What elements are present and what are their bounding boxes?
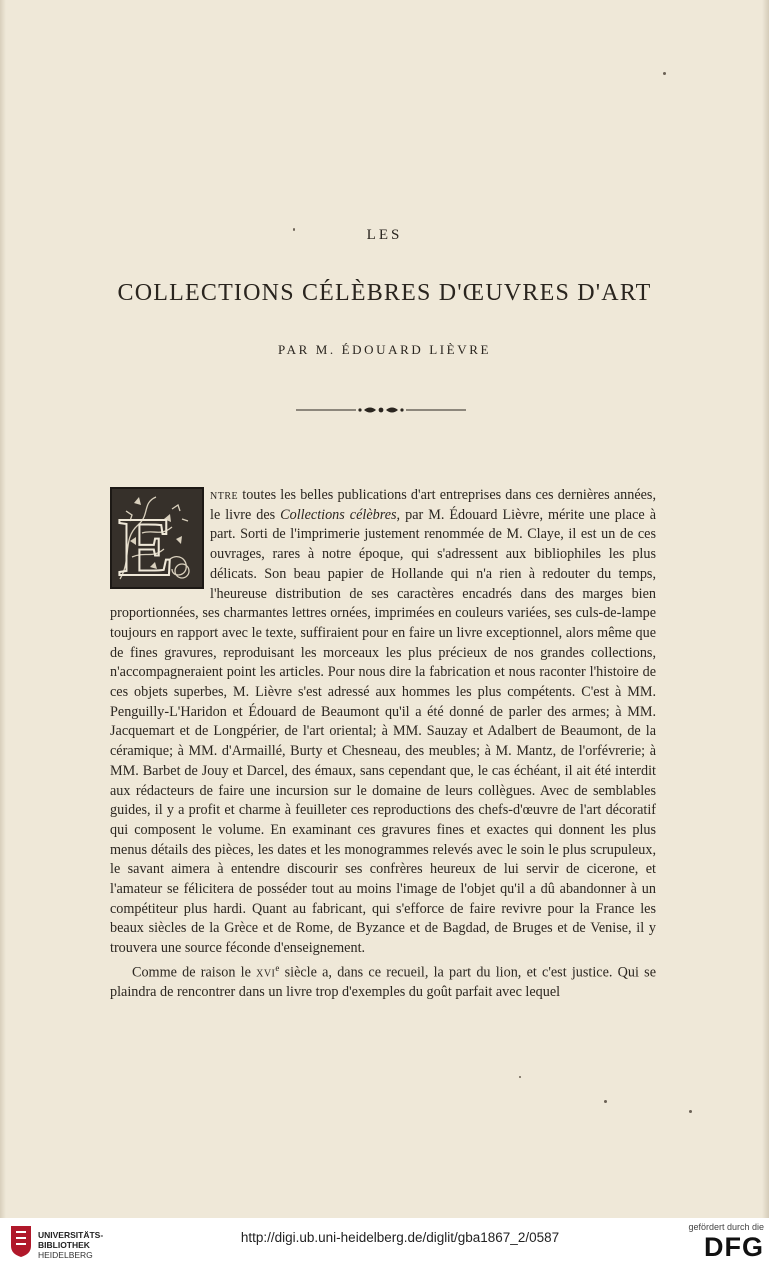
library-logo[interactable]: UNIVERSITÄTS- BIBLIOTHEK HEIDELBERG — [8, 1222, 113, 1266]
paper-speck — [604, 1100, 607, 1103]
article-title: COLLECTIONS CÉLÈBRES D'ŒUVRES D'ART — [117, 280, 652, 306]
paragraph-1: ntre toutes les belles publications d'art entreprises dans ces dernières années, le livre des Collections célèbres, par M. Édouard Lièvre, mérite une place à part. Sorti de l'imprimerie justement renommée de M. Claye, il est un de ces ouvrages, rares à notre époque, qui s'adressent aux bibliophiles les plus délicats. Son beau papier de Hollande qui n'a rien à redouter du temps, l'heureuse distribution de ses caractères encadrés dans des marges bien proportionnées, ses charmantes lettres ornées, imprimées en couleurs variées, ses culs-de-lampe toujours en rapport avec le texte, suffiraient pour en faire un livre exceptionnel, alors même que de fines gravures, reproduisant les morceaux les plus précieux de nos grandes collections, n'accompagneraient point les articles. Pour nous dire la fabrication et nous raconter l'histoire de ces objets superbes, M. Lièvre s'est adressé aux hommes les plus compétents. C'est à MM. Penguilly-L'Haridon et Édouard de Beaumont qu'il a été donné de parler des armes; à MM. Jacquemart et de Longpérier, de l'art oriental; à MM. Sauzay et Adalbert de Beaumont, de la céramique; à MM. d'Armaillé, Burty et Chesneau, des meubles; à M. Mantz, de l'orfévrerie; à MM. Barbet de Jouy et Darcel, des émaux, sans cependant que, le cas échéant, il ait été interdit aux rédacteurs de faire une incursion sur le domaine de leurs collègues. Avec de semblables guides, il y a profit et charme à feuilleter ces reproductions des chefs-d'œuvre de l'art décoratif qui composent le volume. En examinant ces gravures fines et exactes qui donnent les plus menus détails des pièces, les dates et les monogrammes relevés avec le soin le plus scrupuleux, le savant aimera à entendre discourir ses confrères heureux de lui servir de cicerone, et l'amateur se félicitera de posséder tout au moins l'image de l'objet qu'il a dû abandonner à un compétiteur plus hardi. Quant au fabricant, qui s'efforce de faire revivre pour la France les beaux siècles de la Grèce et de Rome, de Byzance et de Bagdad, de Bruges et de Venise, il y trouvera une source féconde d'enseignement. — [110, 487, 656, 957]
ornamental-rule — [296, 403, 466, 417]
book-title-italic: Collections célèbres, — [280, 506, 401, 523]
paper-speck — [519, 1076, 521, 1078]
paper-speck — [293, 228, 295, 231]
library-seal-icon — [8, 1224, 34, 1258]
pre-title: LES — [366, 227, 403, 243]
dfg-logo[interactable] — [664, 1222, 764, 1268]
paragraph-2: Comme de raison le xvi$^e$ siècle a, dans ce recueil, la part du lion, et c'est justice. Qui se plaindra de rencontrer dans un livre trop d'exemples du goût parfait avec lequel — [110, 962, 656, 1001]
paper-speck — [663, 72, 666, 75]
lead-small-caps: ntre — [210, 487, 239, 503]
funder-name: DFG — [704, 1232, 764, 1262]
drop-cap-letter: E — [118, 501, 175, 587]
article-body — [110, 486, 656, 1003]
byline: PAR M. ÉDOUARD LIÈVRE — [277, 342, 492, 357]
permalink[interactable]: http://digi.ub.uni-heidelberg.de/diglit/gba1867_2/0587 — [240, 1230, 560, 1245]
century-numeral: xvi — [256, 964, 276, 981]
paper-speck — [689, 1110, 692, 1113]
funding-note: gefördert durch die — [688, 1222, 764, 1232]
